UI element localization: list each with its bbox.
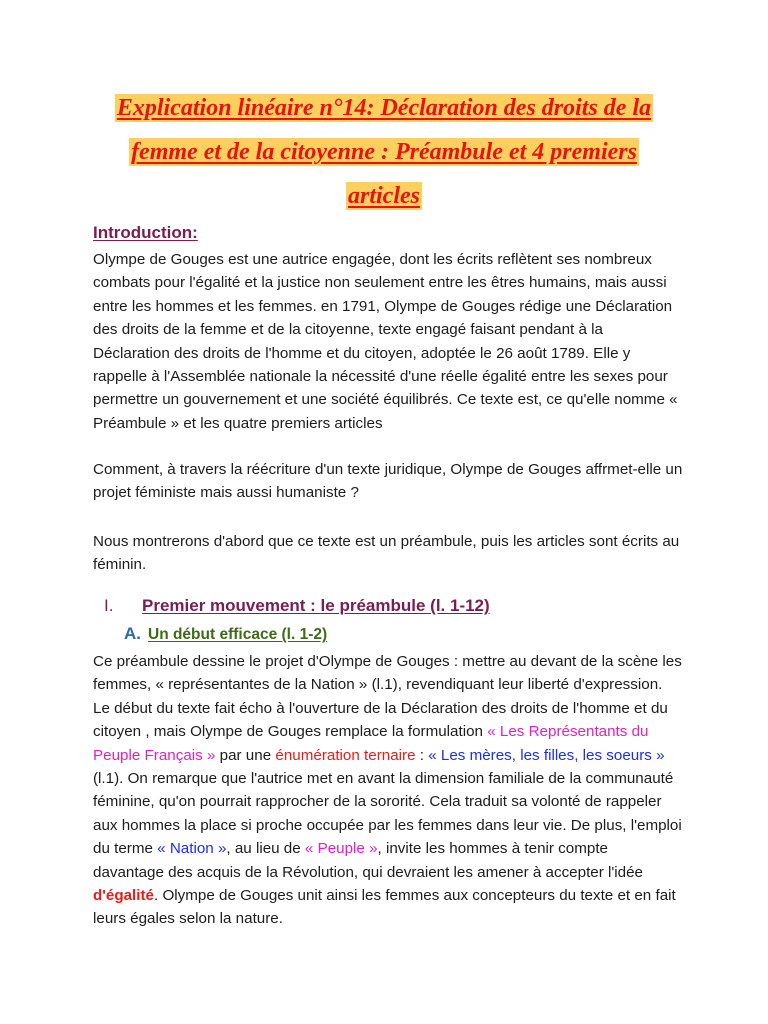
subpart-a-title: Un début efficace (l. 1-2) <box>148 626 328 643</box>
title-line-1: Explication linéaire n°14: Déclaration des droits de la <box>116 95 652 121</box>
part-1-title: Premier mouvement : le préambule (l. 1-12) <box>142 596 490 615</box>
body-text: . Olympe de Gouges unit ainsi les femmes aux concepteurs du texte et en fait leurs égales selon la nature. <box>93 887 676 928</box>
introduction-paragraph: Olympe de Gouges est une autrice engagée, dont les écrits reflètent ses nombreux combats pour l'égalité et la justice non seulement entre les êtres humains, mais aussi entre les hommes et les femmes. en 1791, Olympe de Gouges rédige une Déclaration des droits de la femme et de la citoyenne, texte engagé faisant pendant à la Déclaration des droits de l'homme et du citoyen, adoptée le 26 août 1789. Elle y rappelle à l'Assemblée nationale la nécessité d'une réelle égalité entre les sexes pour permettre un gouvernement et une société équilibrés. Ce texte est, ce qu'elle nomme « Préambule » et les quatre premiers articles <box>93 251 678 432</box>
body-text: : <box>415 746 429 764</box>
subpart-a-heading <box>124 624 327 644</box>
quote-nation: « Nation » <box>157 840 227 858</box>
quote-representants: « Les Représentants du Peuple Français » <box>93 723 649 764</box>
title-line-2: femme et de la citoyenne : Préambule et 4 premiers <box>131 139 637 165</box>
body-text: , invite les hommes à tenir compte davantage des acquis de la Révolution, qui devraient les amener à accepter l'idée <box>93 840 643 881</box>
problematic-paragraph: Comment, à travers la réécriture d'un texte juridique, Olympe de Gouges affrmet-elle un projet féministe mais aussi humaniste ? <box>93 461 683 502</box>
analysis-paragraph <box>93 650 683 931</box>
body-text: par une <box>215 746 276 764</box>
part-1-heading <box>104 596 490 616</box>
plan-paragraph: Nous montrerons d'abord que ce texte est un préambule, puis les articles sont écrits au féminin. <box>93 533 680 574</box>
quote-peuple: « Peuple » <box>304 840 378 858</box>
part-1-number: I. <box>104 596 114 615</box>
document-title <box>60 86 708 218</box>
quote-meres: « Les mères, les filles, les soeurs » <box>428 746 665 764</box>
body-text: , au lieu de <box>226 840 305 858</box>
term-enumeration: énumération ternaire <box>275 746 416 764</box>
body-text: Ce préambule dessine le projet d'Olympe de Gouges : mettre au devant de la scène les femmes, « représentantes de la Nation » (l.1), revendiquant leur liberté d'expression. Le début du texte fait écho à l'ouverture de la Déclaration des droits de l'homme et du citoyen , mais Olympe de Gouges remplace la formulation <box>93 653 682 741</box>
introduction-heading: Introduction: <box>93 223 198 242</box>
term-egalite: d'égalité <box>93 887 155 905</box>
body-text: (l.1). On remarque que l'autrice met en avant la dimension familiale de la communauté féminine, qu'on pourrait rapprocher de la sororité. Cela traduit sa volonté de rappeler aux hommes la place si proche occupée par les femmes dans leur vie. De plus, l'emploi du terme <box>93 770 682 858</box>
title-line-3: articles <box>348 183 420 209</box>
subpart-a-letter: A. <box>124 624 141 643</box>
